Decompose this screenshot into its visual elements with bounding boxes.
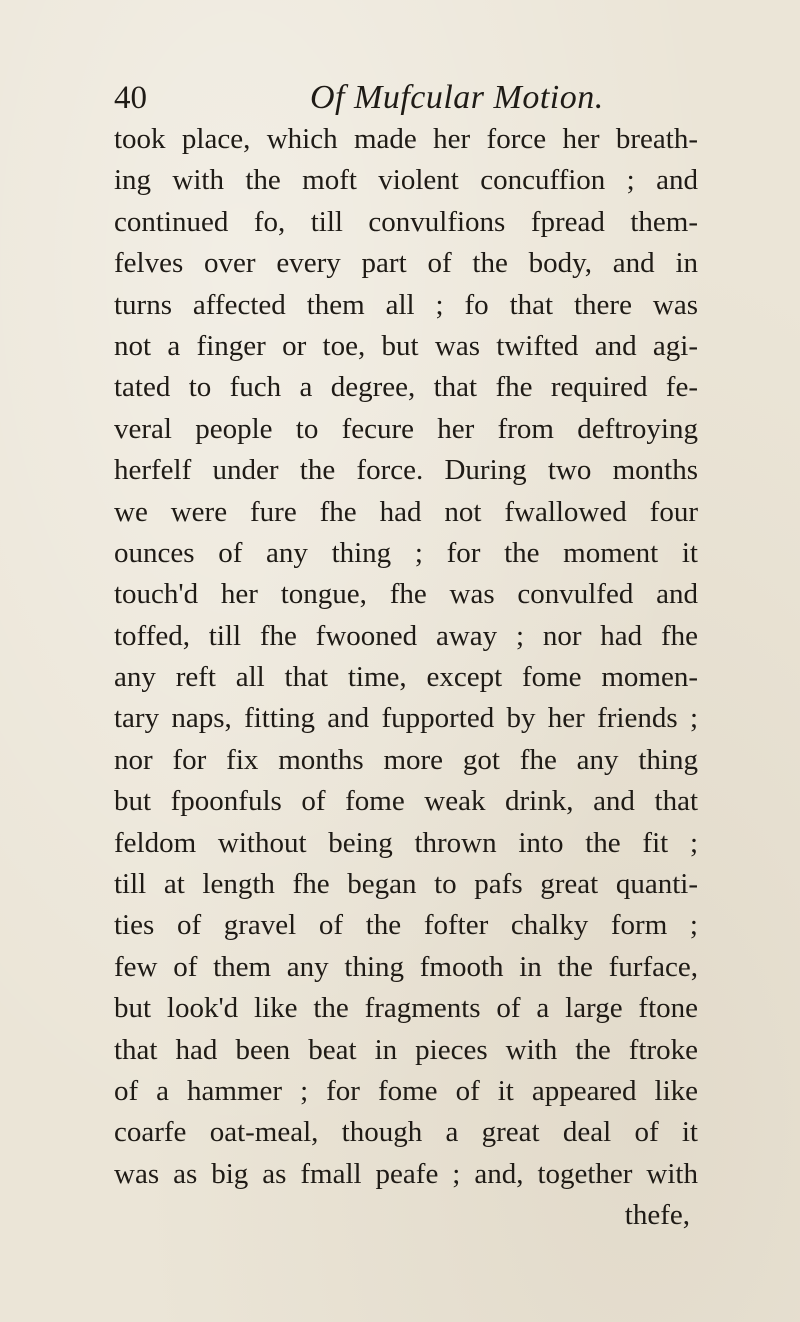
text-line: herfelf under the force. During two months	[114, 454, 698, 487]
catchword: thefe,	[624, 1199, 690, 1232]
text-line: feldom without being thrown into the fit ;	[114, 826, 698, 859]
text-line: tated to fuch a degree, that fhe required fe-	[114, 371, 698, 404]
text-line: of a hammer ; for fome of it appeared like	[114, 1074, 698, 1107]
text-line: felves over every part of the body, and in	[114, 247, 698, 280]
text-line: was as big as fmall peafe ; and, together with	[114, 1157, 698, 1190]
page-number: 40	[114, 80, 147, 116]
text-line: veral people to fecure her from deftroying	[114, 412, 698, 445]
text-line: ties of gravel of the fofter chalky form ;	[114, 909, 698, 942]
running-title: Of Mufcular Motion.	[310, 79, 604, 116]
text-line: coarfe oat-meal, though a great deal of it	[114, 1116, 698, 1149]
text-line: tary naps, fitting and fupported by her friends ;	[114, 702, 698, 735]
text-line: touch'd her tongue, fhe was convulfed and	[114, 578, 698, 611]
running-head	[114, 76, 694, 120]
text-line: not a finger or toe, but was twifted and agi-	[114, 329, 698, 362]
text-line: any reft all that time, except fome momen-	[114, 661, 698, 694]
text-line: we were fure fhe had not fwallowed four	[114, 495, 698, 528]
text-line: took place, which made her force her breath-	[114, 123, 698, 155]
text-line: nor for fix months more got fhe any thing	[114, 743, 698, 776]
text-line: turns affected them all ; fo that there was	[114, 288, 698, 321]
text-line: but fpoonfuls of fome weak drink, and that	[114, 785, 698, 818]
text-line: that had been beat in pieces with the ftroke	[114, 1033, 698, 1066]
text-line: toffed, till fhe fwooned away ; nor had fhe	[114, 619, 698, 652]
body-text	[114, 119, 698, 1237]
text-line: ing with the moft violent concuffion ; and	[114, 164, 698, 197]
text-line: ounces of any thing ; for the moment it	[114, 536, 698, 569]
text-line: till at length fhe began to pafs great quanti-	[114, 868, 698, 901]
text-line: but look'd like the fragments of a large ftone	[114, 992, 698, 1025]
text-line: few of them any thing fmooth in the furface,	[114, 950, 698, 983]
text-line: continued fo, till convulfions fpread them-	[114, 205, 698, 238]
